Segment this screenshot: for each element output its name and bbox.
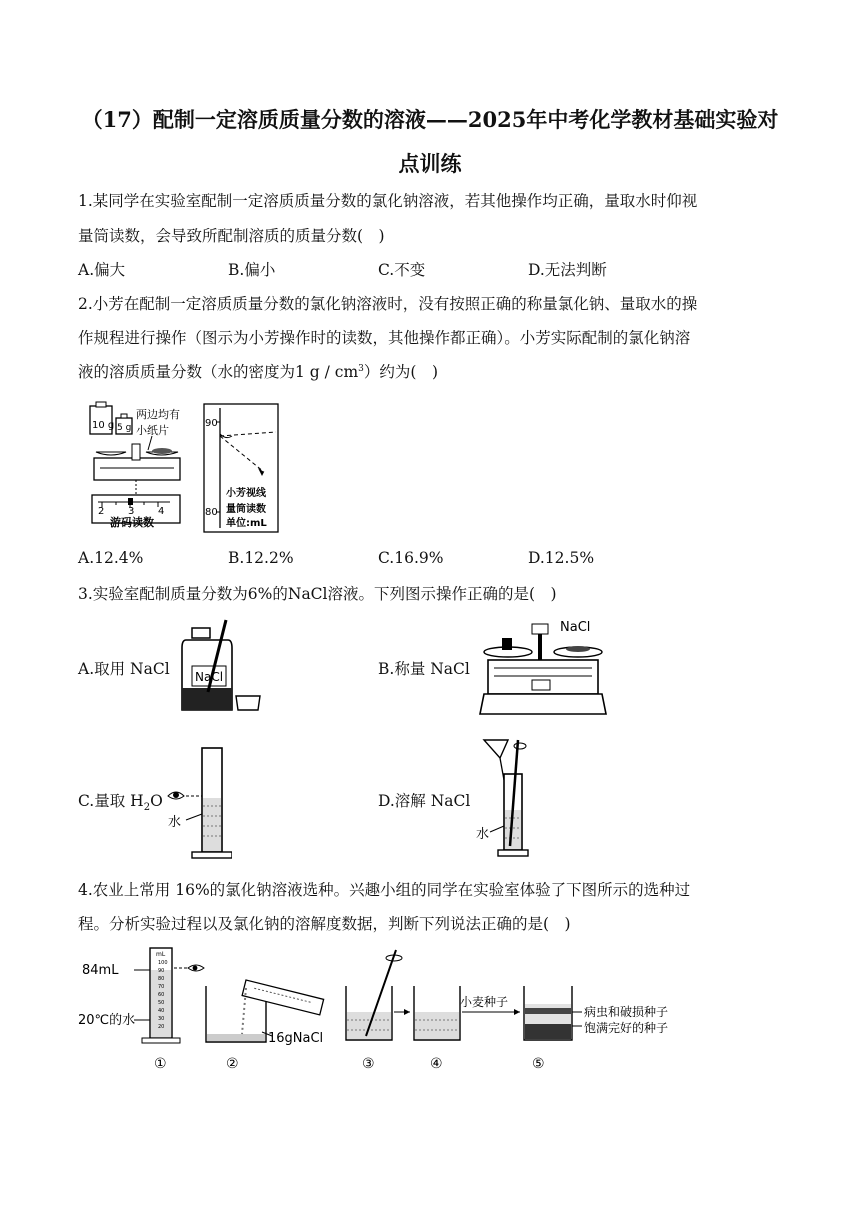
q3-stem: 3.实验室配制质量分数为6%的NaCl溶液。下列图示操作正确的是( ) (78, 585, 557, 603)
wheat-label: 小麦种子 (460, 995, 509, 1009)
q3-option-c[interactable] (78, 789, 163, 813)
q2-option-d[interactable]: D.12.5% (528, 549, 595, 567)
cyl-tick-40: 40 (158, 1008, 165, 1014)
q2-option-a[interactable]: A.12.4% (78, 549, 144, 567)
q2-line2: 作规程进行操作（图示为小芳操作时的读数，其他操作都正确）。小芳实际配制的氯化钠溶 (78, 329, 691, 347)
pest-seed-label: 病虫和破损种子 (584, 1005, 669, 1019)
unit-label: 单位:mL (226, 518, 267, 529)
q1-option-c[interactable]: C.不变 (378, 261, 426, 279)
measuring-cylinder-figure (162, 742, 232, 860)
water-label-d: 水 (476, 827, 490, 842)
nacl-jar-figure (180, 618, 270, 714)
q3-option-c-sub: 2 (143, 802, 151, 814)
q1-line2: 量筒读数，会导致所配制溶质的质量分数( ) (78, 227, 385, 245)
q4-line1: 4.农业上常用 16%的氯化钠溶液选种。兴趣小组的同学在实验室体验了下图所示的选种过 (78, 881, 691, 899)
dissolve-cylinder-figure (474, 734, 554, 860)
cyl-tick-100: 100 (158, 960, 168, 966)
q2-line3-text: 液的溶质质量分数（水的密度为1 g / cm (78, 363, 359, 381)
rider-tick-2: 2 (98, 506, 105, 517)
cyl-80-label: 80 (205, 507, 218, 518)
q1-option-a[interactable]: A.偏大 (78, 261, 126, 279)
q2-option-b[interactable]: B.12.2% (228, 549, 294, 567)
reading-label: 量筒读数 (226, 504, 266, 515)
q4-process-figure (76, 942, 696, 1074)
water-20c-label: 20℃的水 (78, 1013, 136, 1028)
salt-16g-label: 16gNaCl (268, 1031, 324, 1046)
paper-label-1: 两边均有 (136, 408, 180, 421)
q1-option-b[interactable]: B.偏小 (228, 261, 276, 279)
q3-option-c-text: C.量取 H (78, 792, 144, 810)
q3-option-c-tail: O (150, 792, 163, 810)
water-label-c: 水 (168, 815, 182, 830)
rider-label: 游码读数 (110, 516, 154, 529)
step-2-label: ② (226, 1056, 239, 1072)
cyl-ml-label: mL (156, 951, 166, 958)
rider-tick-4: 4 (158, 506, 165, 517)
q1-line1: 1.某同学在实验室配制一定溶质质量分数的氯化钠溶液，若其他操作均正确，量取水时仰视 (78, 192, 698, 210)
q2-balance-figure (86, 400, 186, 535)
q1-option-d[interactable]: D.无法判断 (528, 261, 607, 279)
cyl-tick-70: 70 (158, 984, 165, 990)
weight-5-label: 5 g (117, 423, 132, 433)
cyl-tick-30: 30 (158, 1016, 165, 1022)
cyl-tick-50: 50 (158, 1000, 165, 1006)
vol-84-label: 84mL (82, 963, 119, 978)
step-4-label: ④ (430, 1056, 443, 1072)
rider-tick-3: 3 (128, 506, 135, 517)
paper-label-2: 小纸片 (136, 424, 169, 437)
cyl-tick-60: 60 (158, 992, 165, 998)
weight-10-label: 10 g (92, 420, 115, 431)
q3-option-a[interactable]: A.取用 NaCl (78, 660, 170, 678)
balance-figure (478, 616, 608, 716)
cyl-tick-90: 90 (158, 968, 165, 974)
cyl-tick-80: 80 (158, 976, 165, 982)
q2-line3-tail: ）约为( ) (363, 363, 439, 381)
cyl-tick-20: 20 (158, 1024, 165, 1030)
q2-unit-sup: 3 (358, 363, 364, 374)
q2-option-c[interactable]: C.16.9% (378, 549, 444, 567)
step-3-label: ③ (362, 1056, 375, 1072)
step-5-label: ⑤ (532, 1056, 545, 1072)
q2-line1: 2.小芳在配制一定溶质质量分数的氯化钠溶液时，没有按照正确的称量氯化钠、量取水的操 (78, 295, 698, 313)
balance-label: NaCl (560, 620, 591, 635)
q2-cylinder-figure (202, 402, 282, 537)
jar-label: NaCl (195, 670, 224, 684)
page-title-line2: 点训练 (398, 151, 462, 176)
q2-line3 (78, 360, 438, 382)
page-title-line1: （17）配制一定溶质质量分数的溶液——2025年中考化学教材基础实验对 (81, 107, 779, 132)
q3-option-d[interactable]: D.溶解 NaCl (378, 792, 471, 810)
q3-option-b[interactable]: B.称量 NaCl (378, 660, 470, 678)
sight-label: 小芳视线 (226, 488, 266, 499)
q4-line2: 程。分析实验过程以及氯化钠的溶解度数据，判断下列说法正确的是( ) (78, 915, 571, 933)
full-seed-label: 饱满完好的种子 (584, 1021, 669, 1035)
cyl-90-label: 90 (205, 418, 218, 429)
step-1-label: ① (154, 1056, 167, 1072)
